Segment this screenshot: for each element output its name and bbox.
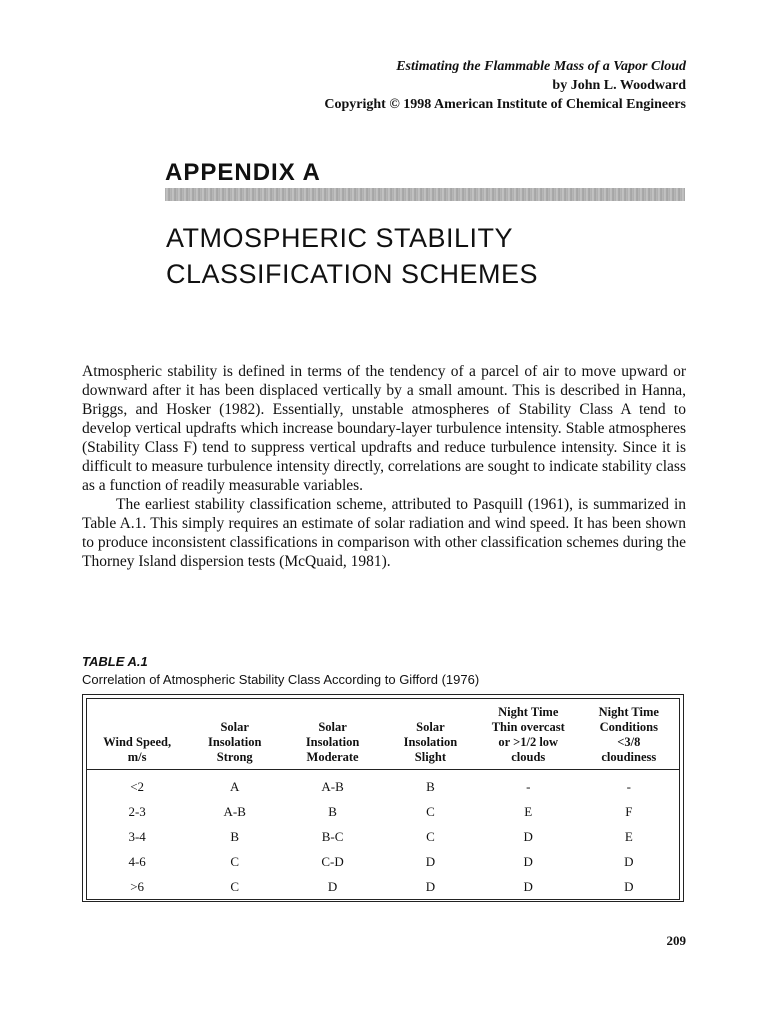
cell-slight: B [426,778,435,794]
header-line: m/s [127,750,147,764]
cell-strong: C [230,853,240,869]
cell-night-cloudiness: D [624,853,634,869]
header-line: Night Time [498,705,559,719]
cell-strong: A-B [223,803,246,819]
cell-night-cloudiness: F [625,803,633,819]
cell-moderate: C-D [321,853,344,869]
header-night-cloudiness [579,699,680,770]
paragraph-1: Atmospheric stability is defined in terms of the tendency of a parcel of air to move upward or downward after it has been displaced vertically by a small amount. This is described in Hanna, Briggs, and Hosker (1982). Essentially, unstable atmospheres of Stability Class A tend to develop vertical updrafts which increase boundary-layer turbulence intensity. Stable atmospheres (Stability Class F) tend to suppress vertical updrafts and reduce turbulence intensity. Since it is difficult to measure turbulence intensity directly, correlations are sought to indicate stability class as a function of readily measurable variables. [82,363,686,494]
cell-wind-speed: >6 [130,878,145,894]
header-line: clouds [511,750,546,764]
stability-table-frame [82,694,684,902]
cell-wind-speed: <2 [130,778,145,794]
header-line: Solar [220,720,249,734]
header-line: Insolation [403,735,458,749]
header-line: Strong [216,750,253,764]
header-solar-strong [187,699,282,770]
table-label: TABLE A.1 [82,654,148,669]
chapter-title [166,220,686,292]
cell-moderate: D [327,878,338,894]
header-line: Wind Speed, [103,735,172,749]
header-line: cloudiness [601,750,657,764]
body-text [82,362,686,571]
cell-night-overcast: - [526,778,531,794]
cell-moderate: A-B [321,778,344,794]
book-title: Estimating the Flammable Mass of a Vapor Cloud [396,59,686,74]
header-line: Insolation [305,735,360,749]
cell-strong: C [230,878,240,894]
table-caption: Correlation of Atmospheric Stability Class According to Gifford (1976) [82,672,480,687]
cell-wind-speed: 2-3 [128,803,146,819]
page-number: 209 [666,933,686,948]
book-author: by John L. Woodward [552,78,686,93]
table-row [87,799,680,824]
cell-slight: D [425,878,436,894]
cell-moderate: B-C [321,828,344,844]
cell-slight: C [426,803,435,819]
table-row [87,874,680,900]
cell-night-cloudiness: E [624,828,633,844]
header-night-overcast [478,699,579,770]
header-line: Moderate [306,750,359,764]
cell-slight: C [426,828,435,844]
header-line: Thin overcast [491,720,565,734]
header-line: Solar [318,720,347,734]
table-header-row [87,699,680,770]
table-row [87,824,680,849]
header-line: Night Time [598,705,659,719]
cell-night-cloudiness: D [624,878,634,894]
cell-night-overcast: E [524,803,533,819]
header-wind-speed [87,699,188,770]
appendix-rule [165,188,685,201]
header-line: or >1/2 low [498,735,559,749]
header-line: Conditions [599,720,658,734]
cell-slight: D [425,853,436,869]
header-solar-moderate [282,699,383,770]
header-line: Solar [416,720,445,734]
paragraph-2: The earliest stability classification scheme, attributed to Pasquill (1961), is summarized in Table A.1. This simply requires an estimate of solar radiation and wind speed. It has been shown to produce inconsistent classifications in comparison with other classification schemes during the Thorney Island dispersion tests (McQuaid, 1981). [82,496,686,570]
cell-strong: A [230,778,240,794]
header-line: Insolation [207,735,262,749]
table-row [87,770,680,800]
header-line: Slight [414,750,447,764]
chapter-title-line-2: CLASSIFICATION SCHEMES [166,259,539,289]
cell-night-overcast: D [523,853,533,869]
appendix-label: APPENDIX A [165,159,321,186]
header-solar-slight [383,699,478,770]
table-row [87,849,680,874]
cell-strong: B [230,828,240,844]
copyright-line: Copyright © 1998 American Institute of Chemical Engineers [324,97,686,112]
cell-wind-speed: 4-6 [128,853,146,869]
cell-night-overcast: D [523,828,533,844]
cell-moderate: B [328,803,337,819]
chapter-title-line-1: ATMOSPHERIC STABILITY [166,223,514,253]
cell-night-overcast: D [523,878,533,894]
running-header [86,57,686,114]
cell-night-cloudiness: - [626,778,631,794]
cell-wind-speed: 3-4 [128,828,146,844]
header-line: <3/8 [617,735,641,749]
stability-class-table [86,698,680,900]
